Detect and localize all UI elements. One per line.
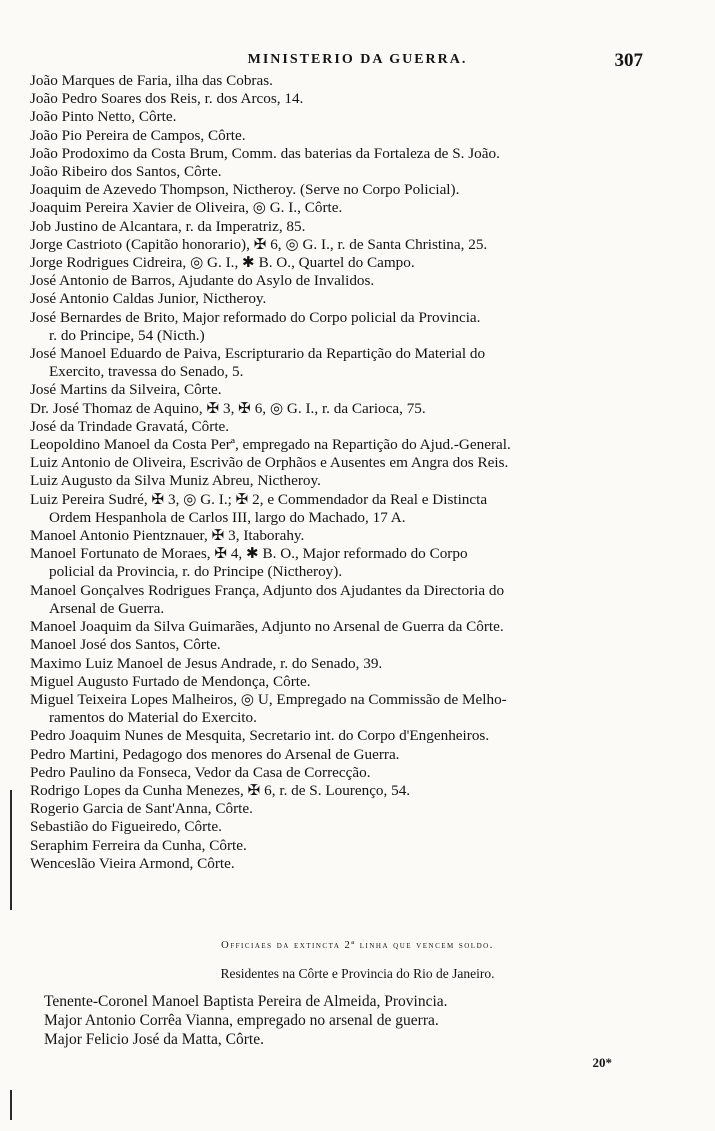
entry-line: José Martins da Silveira, Côrte.	[30, 381, 222, 399]
entry-line: José Bernardes de Brito, Major reformado do Corpo policial da Provincia.	[30, 308, 481, 326]
roster-entry	[30, 400, 660, 418]
roster-entry	[30, 472, 660, 490]
roster-entry	[30, 837, 660, 855]
entry-line: Manoel Joaquim da Silva Guimarães, Adjunto no Arsenal de Guerra da Côrte.	[30, 618, 504, 636]
roster-entry	[30, 746, 660, 764]
entry-line: Dr. José Thomaz de Aquino, ✠ 3, ✠ 6, ◎ G. I., r. da Carioca, 75.	[30, 399, 426, 417]
roster-entry	[30, 90, 660, 108]
entry-line: José da Trindade Gravatá, Côrte.	[30, 417, 230, 435]
page-header	[0, 50, 715, 74]
roster-entry	[30, 655, 660, 673]
entry-line: Miguel Teixeira Lopes Malheiros, ◎ U, Empregado na Commissão de Melho-	[30, 690, 507, 708]
roster-entry	[30, 381, 660, 399]
entry-line: Manoel Fortunato de Moraes, ✠ 4, ✱ B. O., Major reformado do Corpo	[30, 545, 468, 563]
roster-entry	[30, 545, 660, 581]
roster-entry	[30, 691, 660, 727]
entry-line: Leopoldino Manoel da Costa Perª, empregado na Repartição do Ajud.-General.	[30, 436, 511, 454]
roster-entry	[30, 727, 660, 745]
running-head: MINISTERIO DA GUERRA.	[247, 52, 468, 67]
entry-line: Pedro Paulino da Fonseca, Vedor da Casa de Correcção.	[30, 763, 371, 781]
roster-entry	[30, 345, 660, 381]
roster-entry	[30, 782, 660, 800]
entry-line: Rogerio Garcia de Sant'Anna, Côrte.	[30, 800, 253, 818]
roster-entry	[30, 272, 660, 290]
entry-line: Luiz Antonio de Oliveira, Escrivão de Orphãos e Ausentes em Angra dos Reis.	[30, 454, 509, 472]
entry-line: João Prodoximo da Costa Brum, Comm. das baterias da Fortaleza de S. João.	[30, 144, 500, 162]
entry-line: Sebastião do Figueiredo, Côrte.	[30, 818, 222, 836]
roster-entry	[30, 418, 660, 436]
roster-entry	[30, 673, 660, 691]
margin-rule	[10, 790, 12, 910]
roster-entry	[30, 127, 660, 145]
roster-entry	[30, 436, 660, 454]
roster-entry	[30, 290, 660, 308]
roster-entry	[30, 163, 660, 181]
entry-line: João Pio Pereira de Campos, Côrte.	[30, 126, 246, 144]
section-title: Officiaes da extincta 2ª linha que vencem soldo.	[221, 940, 494, 951]
entry-line: Jorge Castrioto (Capitão honorario), ✠ 6, ◎ G. I., r. de Santa Christina, 25.	[30, 235, 488, 253]
entry-line: Luiz Pereira Sudré, ✠ 3, ◎ G. I.; ✠ 2, e Commendador da Real e Distincta	[30, 490, 488, 508]
roster-entry	[30, 254, 660, 272]
roster-entry	[30, 527, 660, 545]
officer-entry: Major Felicio José da Matta, Côrte.	[44, 1031, 264, 1048]
roster-entry	[30, 618, 660, 636]
roster-entry	[30, 199, 660, 217]
officer-entry: Tenente-Coronel Manoel Baptista Pereira de Almeida, Provincia.	[44, 993, 448, 1010]
section-subtitle: Residentes na Côrte e Provincia do Rio de Janeiro.	[220, 966, 495, 981]
entry-line: Manoel José dos Santos, Côrte.	[30, 636, 221, 654]
roster-entry	[30, 636, 660, 654]
roster-entry	[30, 145, 660, 163]
entry-line: Job Justino de Alcantara, r. da Imperatriz, 85.	[30, 217, 306, 235]
roster-entry	[30, 582, 660, 618]
entry-line: Rodrigo Lopes da Cunha Menezes, ✠ 6, r. de S. Lourenço, 54.	[30, 781, 411, 799]
entry-line: Wenceslão Vieira Armond, Côrte.	[30, 854, 235, 872]
margin-rule	[10, 1090, 12, 1120]
roster-entry	[30, 454, 660, 472]
entry-line: Pedro Martini, Pedagogo dos menores do Arsenal de Guerra.	[30, 745, 400, 763]
roster-entry	[30, 72, 660, 90]
roster-list	[30, 72, 660, 873]
entry-line: Maximo Luiz Manoel de Jesus Andrade, r. do Senado, 39.	[30, 654, 383, 672]
roster-entry	[30, 181, 660, 199]
entry-line: Pedro Joaquim Nunes de Mesquita, Secretario int. do Corpo d'Engenheiros.	[30, 727, 490, 745]
entry-line: José Antonio Caldas Junior, Nictheroy.	[30, 290, 267, 308]
officer-entry: Major Antonio Corrêa Vianna, empregado no arsenal de guerra.	[44, 1012, 439, 1029]
signature-mark: 20*	[592, 1055, 612, 1070]
entry-continuation: Ordem Hespanhola de Carlos III, largo do Machado, 17 A.	[49, 508, 406, 526]
roster-entry	[30, 764, 660, 782]
entry-line: João Pinto Netto, Côrte.	[30, 108, 177, 126]
roster-entry	[30, 855, 660, 873]
entry-line: João Pedro Soares dos Reis, r. dos Arcos, 14.	[30, 90, 304, 108]
roster-entry	[30, 818, 660, 836]
entry-continuation: ramentos do Material do Exercito.	[49, 709, 257, 727]
entry-line: Manoel Gonçalves Rodrigues França, Adjunto dos Ajudantes da Directoria do	[30, 581, 505, 599]
entry-line: José Antonio de Barros, Ajudante do Asylo de Invalidos.	[30, 272, 375, 290]
roster-entry	[30, 236, 660, 254]
entry-line: Luiz Augusto da Silva Muniz Abreu, Nictheroy.	[30, 472, 321, 490]
roster-entry	[30, 491, 660, 527]
roster-entry	[30, 800, 660, 818]
roster-entry	[30, 108, 660, 126]
entry-continuation: Arsenal de Guerra.	[49, 599, 165, 617]
entry-continuation: r. do Principe, 54 (Nicth.)	[49, 326, 205, 344]
entry-line: João Marques de Faria, ilha das Cobras.	[30, 72, 273, 89]
entry-line: Manoel Antonio Pientznauer, ✠ 3, Itaborahy.	[30, 527, 305, 545]
roster-entry	[30, 218, 660, 236]
entry-continuation: policial da Provincia, r. do Principe (Nictheroy).	[49, 563, 343, 581]
entry-continuation: Exercito, travessa do Senado, 5.	[49, 363, 244, 381]
entry-line: Jorge Rodrigues Cidreira, ◎ G. I., ✱ B. O., Quartel do Campo.	[30, 254, 415, 272]
entry-line: Miguel Augusto Furtado de Mendonça, Côrte.	[30, 672, 311, 690]
entry-line: Joaquim Pereira Xavier de Oliveira, ◎ G. I., Côrte.	[30, 199, 343, 217]
entry-line: Joaquim de Azevedo Thompson, Nictheroy. (Serve no Corpo Policial).	[30, 181, 460, 199]
officer-list	[44, 992, 664, 1049]
entry-line: João Ribeiro dos Santos, Côrte.	[30, 163, 222, 181]
page-number: 307	[614, 50, 643, 71]
entry-line: Seraphim Ferreira da Cunha, Côrte.	[30, 836, 247, 854]
roster-entry	[30, 309, 660, 345]
entry-line: José Manoel Eduardo de Paiva, Escripturario da Repartição do Material do	[30, 345, 486, 363]
